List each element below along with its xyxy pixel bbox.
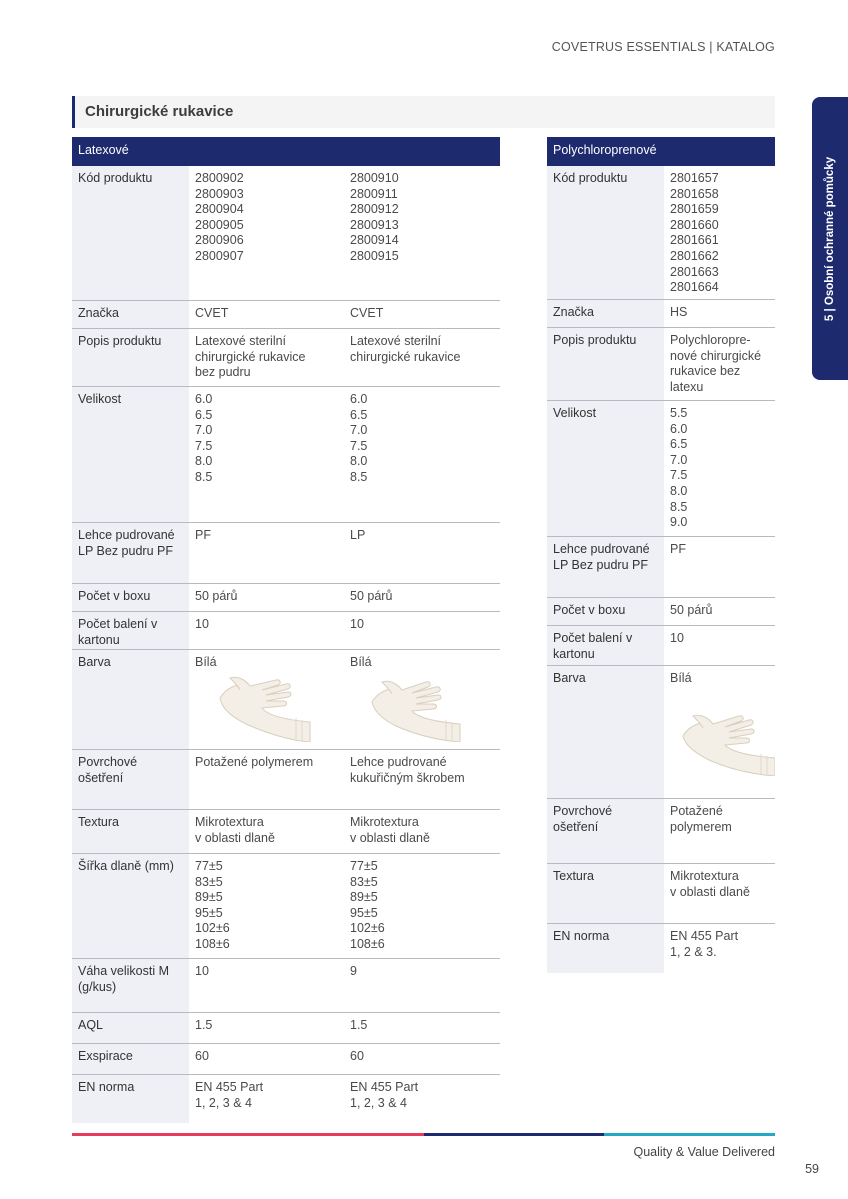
cell-value: 2801657 2801658 2801659 2801660 2801661 2801662 2801663 2801664 xyxy=(670,171,719,295)
row-label: Počet v boxu xyxy=(72,584,189,611)
table-row xyxy=(72,584,500,612)
row-label: Textura xyxy=(72,810,189,853)
cell-value: 50 párů xyxy=(670,603,713,617)
latex-gloves-table xyxy=(72,137,500,1123)
cell-value: 77±5 83±5 89±5 95±5 102±6 108±6 xyxy=(350,859,385,951)
table-row xyxy=(547,626,775,666)
table-row xyxy=(547,401,775,537)
cell-value: 6.0 6.5 7.0 7.5 8.0 8.5 xyxy=(195,392,213,484)
row-label: Počet v boxu xyxy=(547,598,664,625)
table-row xyxy=(547,864,775,924)
cell-value: 60 xyxy=(195,1049,209,1063)
cell-value: Mikrotextura v oblasti dlaně xyxy=(195,815,275,845)
row-label: Barva xyxy=(547,666,664,798)
cell-value: Bílá xyxy=(670,671,692,685)
cell-value: EN 455 Part 1, 2 & 3. xyxy=(670,929,739,959)
table-row xyxy=(72,810,500,854)
cell-value: Lehce pudrované kukuřičným škrobem xyxy=(350,755,465,785)
row-label: Textura xyxy=(547,864,664,923)
cell-value: 77±5 83±5 89±5 95±5 102±6 108±6 xyxy=(195,859,230,951)
footer-line-red xyxy=(72,1133,424,1136)
cell-value: 60 xyxy=(350,1049,364,1063)
cell-value: 10 xyxy=(670,631,684,645)
section-title-bar xyxy=(72,96,775,128)
table-row xyxy=(72,750,500,810)
table-row xyxy=(547,924,775,973)
cell-value: Bílá xyxy=(195,655,217,669)
table-row xyxy=(547,166,775,300)
catalog-header: COVETRUS ESSENTIALS | KATALOG xyxy=(551,40,775,54)
cell-value: EN 455 Part 1, 2, 3 & 4 xyxy=(195,1080,264,1110)
row-label: Značka xyxy=(547,300,664,327)
row-label: Velikost xyxy=(547,401,664,536)
row-label: Povrchové ošetření xyxy=(72,750,189,809)
table-row xyxy=(72,301,500,329)
cell-value: 10 xyxy=(350,617,364,631)
table-row xyxy=(547,666,775,799)
cell-value: 50 párů xyxy=(195,589,238,603)
cell-value: 10 xyxy=(195,964,209,978)
row-label: Kód produktu xyxy=(72,166,189,300)
cell-value: Latexové sterilní chirurgické rukavice bez pudru xyxy=(195,334,306,380)
cell-value: HS xyxy=(670,305,688,319)
row-label: Kód produktu xyxy=(547,166,664,299)
white-glove-image xyxy=(679,706,775,776)
row-label: Značka xyxy=(72,301,189,328)
cell-value: Polychloropre- nové chirurgické rukavice bez latexu xyxy=(670,333,762,394)
row-label: Počet balení v kartonu xyxy=(72,612,189,649)
cell-value: 2800910 2800911 2800912 2800913 2800914 2800915 xyxy=(350,171,399,263)
cell-value: PF xyxy=(195,528,211,542)
cell-value: 6.0 6.5 7.0 7.5 8.0 8.5 xyxy=(350,392,368,484)
table-row xyxy=(72,166,500,301)
row-label: EN norma xyxy=(72,1075,189,1123)
cell-value: CVET xyxy=(195,306,229,320)
table-row xyxy=(72,854,500,959)
footer-tagline: Quality & Value Delivered xyxy=(633,1145,775,1159)
row-label: AQL xyxy=(72,1013,189,1043)
row-label: EN norma xyxy=(547,924,664,973)
section-title: Chirurgické rukavice xyxy=(85,103,234,120)
cell-value: 9 xyxy=(350,964,357,978)
table-row xyxy=(547,537,775,598)
table-row xyxy=(72,650,500,750)
footer-line-navy xyxy=(424,1133,604,1136)
row-label: Barva xyxy=(72,650,189,749)
cell-value: 2800902 2800903 2800904 2800905 2800906 2800907 xyxy=(195,171,244,263)
cell-value: 1.5 xyxy=(195,1018,213,1032)
white-glove-image xyxy=(368,668,464,742)
table-row xyxy=(72,959,500,1013)
cell-value: LP xyxy=(350,528,366,542)
cell-value: Mikrotextura v oblasti dlaně xyxy=(350,815,430,845)
cell-value: 5.5 6.0 6.5 7.0 7.5 8.0 8.5 9.0 xyxy=(670,406,688,530)
polychloroprene-gloves-table xyxy=(547,137,775,973)
table-row xyxy=(547,598,775,626)
chapter-tab[interactable] xyxy=(812,97,848,380)
row-label: Povrchové ošetření xyxy=(547,799,664,863)
row-label: Velikost xyxy=(72,387,189,522)
cell-value: Bílá xyxy=(350,655,372,669)
poly-table-title: Polychloroprenové xyxy=(547,137,775,166)
table-row xyxy=(72,523,500,584)
table-row xyxy=(72,612,500,650)
table-row xyxy=(547,799,775,864)
cell-value: 10 xyxy=(195,617,209,631)
latex-table-title: Latexové xyxy=(72,137,500,166)
row-label: Popis produktu xyxy=(72,329,189,386)
table-row xyxy=(72,387,500,523)
row-label: Exspirace xyxy=(72,1044,189,1074)
row-label: Lehce pudrované LP Bez pudru PF xyxy=(547,537,664,597)
table-row xyxy=(72,1044,500,1075)
table-row xyxy=(547,328,775,401)
cell-value: EN 455 Part 1, 2, 3 & 4 xyxy=(350,1080,419,1110)
table-row xyxy=(72,329,500,387)
cell-value: Mikrotextura v oblasti dlaně xyxy=(670,869,750,899)
cell-value: 50 párů xyxy=(350,589,393,603)
table-row xyxy=(547,300,775,328)
cell-value: 1.5 xyxy=(350,1018,368,1032)
row-label: Váha velikosti M (g/kus) xyxy=(72,959,189,1012)
cell-value: PF xyxy=(670,542,686,556)
table-row xyxy=(72,1013,500,1044)
table-row xyxy=(72,1075,500,1123)
row-label: Popis produktu xyxy=(547,328,664,400)
white-glove-image xyxy=(216,668,312,742)
page-number: 59 xyxy=(805,1162,819,1176)
cell-value: Potažené polymerem xyxy=(670,804,732,834)
row-label: Šířka dlaně (mm) xyxy=(72,854,189,958)
row-label: Počet balení v kartonu xyxy=(547,626,664,665)
cell-value: Potažené polymerem xyxy=(195,755,314,769)
cell-value: CVET xyxy=(350,306,384,320)
chapter-tab-label: 5 | Osobní ochranné pomůcky xyxy=(824,156,836,321)
footer-line-teal xyxy=(604,1133,775,1136)
cell-value: Latexové sterilní chirurgické rukavice xyxy=(350,334,461,364)
row-label: Lehce pudrované LP Bez pudru PF xyxy=(72,523,189,583)
